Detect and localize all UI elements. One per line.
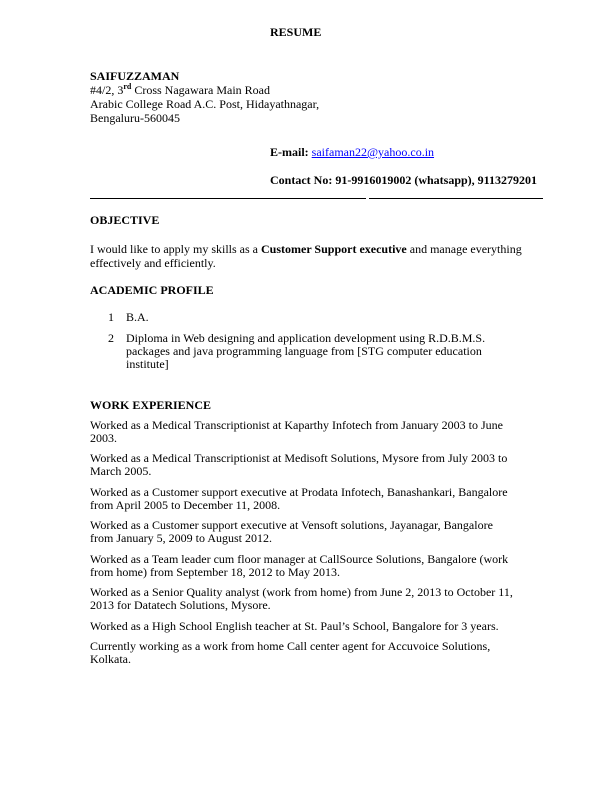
address-line-3: Bengaluru-560045 <box>90 111 180 125</box>
work-heading: WORK EXPERIENCE <box>90 398 212 412</box>
page-title: RESUME <box>270 25 322 39</box>
work-entry: Worked as a Team leader cum floor manager at CallSource Solutions, Bangalore (work from home) from September 18, 2012 to May 2013. <box>90 552 509 579</box>
academic-item: Diploma in Web designing and application development using R.D.B.M.S. packages and java programming language from [STG computer education institute] <box>126 331 486 371</box>
email-row <box>270 146 434 159</box>
work-entry: Worked as a Medical Transcriptionist at Kaparthy Infotech from January 2003 to June 2003. <box>90 418 503 445</box>
address-line-2: Arabic College Road A.C. Post, Hidayathnagar, <box>90 97 320 111</box>
candidate-name: SAIFUZZAMAN <box>90 69 180 83</box>
work-entry: Worked as a Customer support executive at Prodata Infotech, Banashankari, Bangalore from April 2005 to December 11, 2008. <box>90 485 508 512</box>
academic-heading: ACADEMIC PROFILE <box>90 283 214 297</box>
email-link[interactable]: saifaman22@yahoo.co.in <box>311 145 435 159</box>
divider-right <box>369 198 543 199</box>
academic-item-num: 1 <box>108 310 114 324</box>
work-entry: Worked as a High School English teacher at St. Paul’s School, Bangalore for 3 years. <box>90 619 499 633</box>
academic-item-num: 2 <box>108 331 114 345</box>
work-entry: Worked as a Customer support executive at Vensoft solutions, Jayanagar, Bangalore from January 5, 2009 to August 2012. <box>90 518 493 545</box>
work-entry: Worked as a Medical Transcriptionist at Medisoft Solutions, Mysore from July 2003 to March 2005. <box>90 451 508 478</box>
academic-item: B.A. <box>126 310 149 324</box>
objective-heading: OBJECTIVE <box>90 213 160 227</box>
contact-number: Contact No: 91-9916019002 (whatsapp), 9113279201 <box>270 173 537 187</box>
work-entry: Currently working as a work from home Call center agent for Accuvoice Solutions, Kolkata. <box>90 639 491 666</box>
email-label: E-mail: <box>270 145 309 159</box>
divider-left <box>90 198 366 199</box>
objective-text: I would like to apply my skills as a Customer Support executive and manage everything <box>90 242 522 256</box>
objective-text-line-2: effectively and efficiently. <box>90 256 216 270</box>
address-line-1: #4/2, 3rd Cross Nagawara Main Road <box>90 82 270 97</box>
work-entry: Worked as a Senior Quality analyst (work from home) from June 2, 2013 to October 11, 2013 for Datatech Solutions, Mysore. <box>90 585 513 612</box>
